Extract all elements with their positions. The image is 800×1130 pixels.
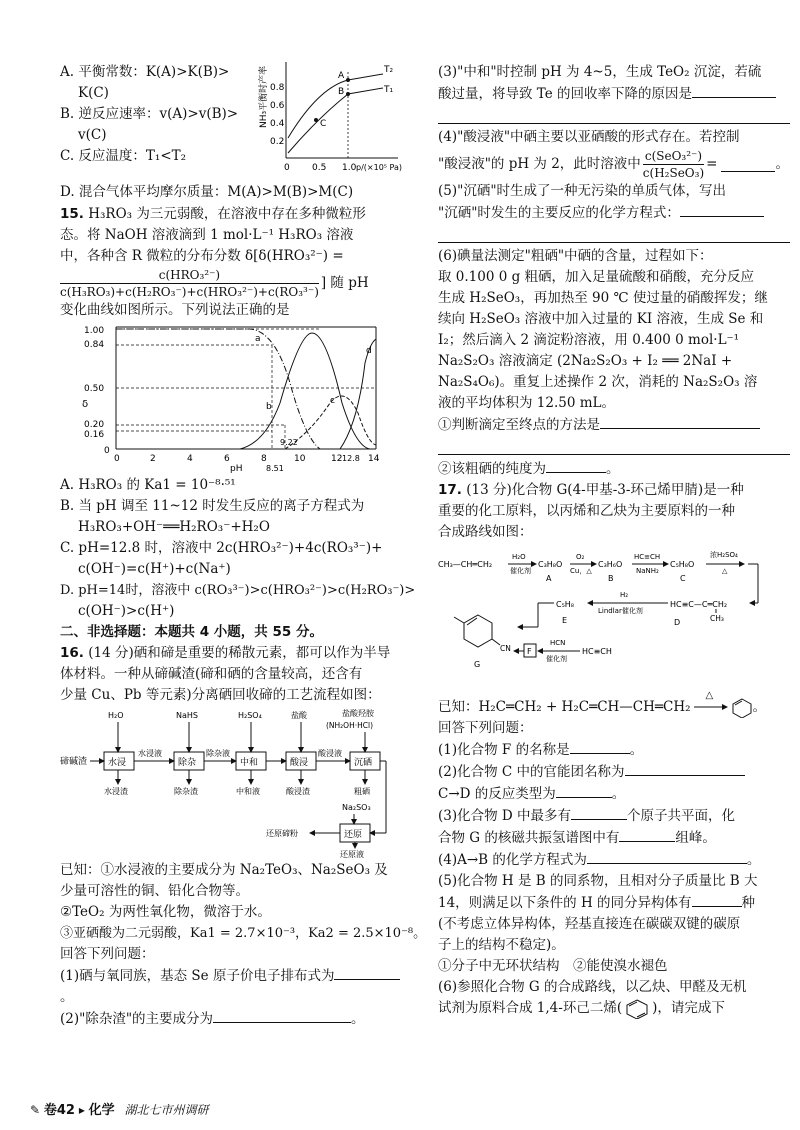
pen-icon: ✎ [30,1103,41,1117]
q15-frac-den: c(H₃RO₃)+c(H₂RO₃⁻)+c(HRO₃²⁻)+c(RO₃³⁻) [60,285,319,299]
route-E-formula: C₅H₈ [556,600,575,609]
q15-ytick: 0.50 [84,384,105,394]
q16-answer-3-line[interactable] [438,105,790,124]
q14-xtick: 1.0 [342,163,357,173]
q14-option-a-cont: K(C) [78,85,109,101]
footer-subject: 化学 [88,1103,115,1118]
route-label-C: C [680,574,686,583]
equals-sign: = [706,156,718,172]
route-cond: HCN [550,639,566,647]
q15-frac-tail: ] 随 pH [320,275,369,291]
q16-answer-4[interactable] [721,157,775,172]
route-cond: 催化剂 [546,655,567,663]
flow-reagent: NaHS [176,711,198,720]
left-column [60,62,427,1030]
flow-residue: 粗硒 [354,787,370,796]
q15-ylabel: δ [82,399,89,410]
q15-stem-1: H₃RO₃ 为三元弱酸，在溶液中存在多种微粒形 [88,206,366,222]
q17-sub-3a2: 个原子共平面，化 [627,808,736,824]
q15-fraction-line [60,267,410,300]
q16-answer-2[interactable] [213,1008,351,1023]
q14-ytick: 0.4 [270,119,285,129]
q15-curve-d: d [366,346,372,356]
q15-frac-num: c(HRO₃²⁻) [60,267,319,284]
cyclohexene-icon [731,698,753,718]
q17-answer-2b[interactable] [556,783,612,798]
flow-step-reduce: 还原 [344,830,363,840]
flow-residue: 除杂渣 [174,787,198,796]
route-A-formula: C₃H₈O [538,560,563,569]
q16-answer-6i-line[interactable] [438,436,790,455]
period: 。 [606,461,620,477]
q16-sub-6d: 续向 H₂SeO₃ 溶液中加入过量的 KI 溶液，生成 Se 和 [438,311,764,327]
q16-stem-1: (14 分)硒和碲是重要的稀散元素，都可以作为半导 [88,645,391,661]
q14-xtick: 0 [284,163,290,173]
q14-ytick: 0.8 [270,83,285,93]
page-footer [30,1100,209,1121]
route-cond: H₂O [512,553,526,561]
q14-point-c: C [320,119,327,129]
footer-separator-icon: ▸ [78,1103,85,1117]
q17-stem-3: 合成路线如图： [438,524,533,540]
q15-xtick: 0 [114,454,120,464]
q17-sub-1: (1)化合物 F 的名称是 [438,742,570,758]
flow-step-precipitate-se: 沉硒 [354,758,373,768]
q17-known-eq: 已知：H₂C═CH₂ + H₂C═CH—CH═CH₂ [438,699,691,715]
flow-reagent: H₂O [108,711,124,720]
q16-ask: 回答下列问题： [60,946,155,962]
q14-point-b: B [338,87,345,97]
q14-curve-t1: T₁ [384,85,394,95]
q17-answer-2a[interactable] [625,761,745,776]
q16-answer-1[interactable] [334,965,400,980]
flow-reagent: 盐酸 [291,711,307,720]
q17-sub-5b: 14，则满足以下条件的 H 的同分异构体有 [438,895,692,911]
q15-ytick: 0.84 [84,340,105,350]
q14-option-c: C. 反应温度：T₁<T₂ [60,148,187,164]
right-column [438,62,790,1019]
q16-sub-6a: (6)碘量法测定"粗硒"中硒的含量，过程如下： [438,248,713,264]
q16-sub-6e: I₂；然后滴入 2 滴淀粉溶液，用 0.400 0 mol·L⁻¹ [438,332,740,348]
q15-ytick: 0.20 [84,420,105,430]
route-cond: H₂ [620,591,629,599]
period: 。 [351,1011,365,1027]
q17-sub-5b2: 种 [741,895,756,911]
q16-known-1b: 少量可溶性的铜、铅化合物等。 [60,883,249,899]
q17-sub-5c: (不考虑立体异构体，羟基直接连在碳碳双键的碳原 [438,916,741,932]
q15-curve-b: b [266,402,272,412]
q15-xtick: 8 [261,454,267,464]
period: 。 [611,786,626,802]
flow-product: 还原碲粉 [266,829,298,838]
q15-option-c-cont: c(OH⁻)=c(H⁺)+c(Na⁺) [78,561,231,577]
route-cond: Cu，△ [570,567,592,575]
q16-stem-2: 体材料。一种从碲碱渣(碲和硒的含量较高，还含有 [60,666,363,682]
q16-sub-4b: "酸浸液"的 pH 为 2，此时溶液中 [438,156,641,172]
q17-sub-2b: C→D 的反应类型为 [438,786,556,802]
q15-ytick: 0 [104,446,110,456]
flow-reagent: (NH₂OH·HCl) [326,721,373,730]
q15-tick-922: 9.22 [280,438,298,447]
period: 。 [775,156,789,172]
route-acetylene: HC≡CH [582,647,612,656]
cyclohexadiene-icon [624,999,650,1019]
q15-option-a: A. H₃RO₃ 的 Ka1 = 10⁻⁸·⁵¹ [60,477,236,493]
q17-number: 17. [438,482,462,498]
q15-option-d-cont: c(OH⁻)>c(H⁺) [78,603,175,619]
flow-liquor: 水浸液 [138,749,162,758]
q16-sub-6j: ②该粗硒的纯度为 [438,461,546,477]
flow-step-purify: 除杂 [178,758,197,768]
q17-sub-5e: ①分子中无环状结构 ②能使溴水褪色 [438,958,668,974]
footer-region: 湖北七市州调研 [124,1103,209,1117]
flow-step-water-leach: 水浸 [108,758,127,768]
q16-sub-6h: 液的平均体积为 12.50 mL。 [438,395,615,411]
q14-ytick: 0.6 [270,101,285,111]
q16-number: 16. [60,645,84,661]
q15-xtick: 6 [224,454,230,464]
route-D-methyl: CH₃ [710,614,724,623]
route-cond: HC≡CH [634,553,661,561]
q14-block [60,62,410,202]
route-propene: CH₃—CH═CH₂ [438,560,493,569]
q16-known-3: ③亚硒酸为二元弱酸，Ka1 = 2.7×10⁻³，Ka2 = 2.5×10⁻⁸。 [60,926,427,941]
q14-option-b: B. 逆反应速率：v(A)>v(B)> [60,106,239,122]
route-G-cyano: CN [500,644,511,653]
q16-frac-den: c(H₂SeO₃) [642,166,705,180]
section-2-heading: 二、非选择题：本题共 4 小题，共 55 分。 [60,624,323,640]
flow-reagent: 盐酸羟胺 [342,709,374,718]
q15-xtick: 4 [187,454,193,464]
q16-sub-2: (2)"除杂渣"的主要成分为 [60,1011,214,1027]
q16-sub-3a: (3)"中和"时控制 pH 为 4~5，生成 TeO₂ 沉淀，若硫 [438,64,762,80]
route-G-ring [464,615,492,647]
q15-xtick: 12 [331,454,343,464]
q14-graph [258,58,410,178]
q15-xlabel: pH [230,464,243,473]
q15-option-b-cont: H₃RO₃+OH⁻══H₂RO₃⁻+H₂O [78,519,270,535]
q16-flowchart [60,708,390,858]
q14-option-d: D. 混合气体平均摩尔质量：M(A)>M(B)>M(C) [60,184,354,200]
q16-frac-num: c(SeO₃²⁻) [643,148,704,165]
q16-answer-6j[interactable] [546,458,606,473]
q15-graph [60,323,390,473]
q17-sub-4: (4)A→B 的化学方程式为 [438,852,587,868]
q15-option-d: D. pH=14时，溶液中 c(RO₃³⁻)>c(HRO₃²⁻)>c(H₂RO₃⁻)> [60,583,416,598]
flow-reagent: Na₂SO₃ [342,803,371,812]
q15-stem-2: 态。将 NaOH 溶液滴到 1 mol·L⁻¹ H₃RO₃ 溶液 [60,227,354,243]
q15-curve-c: c [330,396,335,406]
flow-reagent: H₂SO₄ [238,711,262,720]
q16-sub-4a: (4)"酸浸液"中硒主要以亚硒酸的形式存在。若控制 [438,129,740,145]
q17-known [438,690,790,718]
q14-xlabel: p/(×10⁵ Pa) [356,163,403,172]
q16-sub-6c: 生成 H₂SeO₃，再加热至 90 ℃ 使过量的硝酸挥发；继 [438,290,768,306]
flow-start: 碲碱渣 [60,757,88,767]
q14-point-a: A [338,71,345,81]
q17-sub-2a: (2)化合物 C 中的官能团名称为 [438,764,625,780]
route-B-formula: C₃H₆O [598,560,623,569]
q16-sub-3b: 酸过量，将导致 Te 的回收率下降的原因是 [438,86,693,102]
q17-stem-1: (13 分)化合物 G(4-甲基-3-环己烯甲腈)是一种 [466,482,744,498]
route-cond: O₂ [576,553,585,561]
q17-answer-4[interactable] [587,849,747,864]
route-label-E: E [562,616,568,625]
q15-tick-128: 12.8 [342,454,360,463]
q15-option-c: C. pH=12.8 时，溶液中 2c(HRO₃²⁻)+4c(RO₃³⁻)+ [60,540,383,556]
q17-stem-2: 重要的化工原料，以丙烯和乙炔为主要原料的一种 [438,503,735,519]
route-label-F: F [527,647,532,656]
route-label-G: G [474,660,481,669]
q17-ask: 回答下列问题： [438,720,533,736]
q16-sub-6f: Na₂S₂O₃ 溶液滴定 (2Na₂S₂O₃ + I₂ ══ 2NaI + [438,353,733,369]
q17-answer-3a[interactable] [571,805,627,820]
q14-curve-t2: T₂ [384,65,394,75]
q17-answer-3b[interactable] [619,827,675,842]
route-cond: △ [722,567,728,575]
heat-symbol: △ [705,690,714,701]
route-label-D: D [674,618,681,627]
q17-sub-5d: 子上的结构不稳定)。 [438,937,565,953]
q14-xtick: 0.5 [312,163,327,173]
q15-stem-4: 变化曲线如图所示。下列说法正确的是 [60,302,290,318]
q17-sub-5a: (5)化合物 H 是 B 的同系物，且相对分子质量比 B 大 [438,873,758,889]
q14-graph-ylabel: NH₃平衡时产率 [259,65,269,128]
flow-liquor: 酸浸液 [318,749,342,758]
flow-residue: 酸浸渣 [286,787,310,796]
q17-answer-1[interactable] [570,739,630,754]
route-cond: Lindlar催化剂 [598,607,643,615]
q15-xtick: 2 [150,454,156,464]
q16-sub-6g: Na₂S₄O₆)。重复上述操作 2 次，消耗的 Na₂S₂O₃ 溶 [438,374,758,390]
route-label-A: A [546,574,552,583]
route-cond: NaNH₂ [636,567,659,575]
q17-sub-3a: (3)化合物 D 中最多有 [438,808,572,824]
route-cond: 催化剂 [510,567,531,575]
q16-answer-3[interactable] [692,83,776,98]
flow-residue: 还原液 [340,850,364,858]
q17-sub-6b: 试剂为原料合成 1,4-环己二烯( [438,1000,623,1016]
period: 。 [746,852,761,868]
route-cond: 浓H₂SO₄ [710,551,738,559]
q15-number: 15. [60,206,84,222]
period: 。 [60,989,74,1005]
q15-xtick: 10 [294,454,306,464]
q17-sub-6a: (6)参照化合物 G 的合成路线，以乙炔、甲醛及无机 [438,979,747,995]
q16-sub-6i: ①判断滴定至终点的方法是 [438,417,600,433]
q14-ytick: 0.2 [270,137,285,147]
q16-answer-6i[interactable] [600,414,760,429]
q16-stem-3: 少量 Cu、Pb 等元素)分离硒回收碲的工艺流程如图： [60,687,381,703]
q15-stem-3: 中，各种含 R 微粒的分布分数 δ[δ(HRO₃²⁻) = [60,248,344,264]
q16-known-2: ②TeO₂ 为两性氧化物，微溶于水。 [60,904,271,920]
route-label-B: B [608,574,614,583]
q16-sub-5a: (5)"沉硒"时生成了一种无污染的单质气体，写出 [438,183,727,199]
flow-step-acid-leach: 酸浸 [290,758,309,768]
q17-answer-5[interactable] [692,892,742,907]
q16-sub-6b: 取 0.100 0 g 粗硒，加入足量硫酸和硝酸，充分反应 [438,269,755,285]
q15-ytick: 1.00 [84,326,105,336]
q17-sub-3b: 合物 G 的核磁共振氢谱图中有 [438,830,620,846]
q16-sub-1: (1)硒与氧同族，基态 Se 原子价电子排布式为 [60,968,335,984]
period: 。 [752,699,767,715]
q15-tick-851: 8.51 [266,464,284,473]
q15-curve-a: a [255,334,261,344]
flow-liquor: 除杂液 [206,749,230,758]
q14-option-b-cont: v(C) [78,127,107,143]
route-D-struct: HC≡C—C═CH₂ [670,600,728,609]
q16-sub-5b: "沉硒"时发生的主要反应的化学方程式： [438,205,680,221]
period: 。 [629,742,644,758]
q15-option-b: B. 当 pH 调至 11~12 时发生反应的离子方程式为 [60,498,365,514]
q14-option-a: A. 平衡常数：K(A)>K(B)> [60,64,230,80]
q15-xtick: 14 [368,454,380,464]
flow-residue: 水浸渣 [104,787,128,796]
flow-residue: 中和液 [236,787,260,796]
q15-ytick: 0.16 [84,430,105,440]
flow-step-neutralize: 中和 [240,758,259,768]
q17-sub-3b2: 组峰。 [675,830,716,846]
route-C-formula: C₅H₈O [670,560,695,569]
q16-answer-5-line[interactable] [438,224,790,243]
q17-synthesis-route [438,545,790,695]
q16-known-1: 已知：①水浸液的主要成分为 Na₂TeO₃、Na₂SeO₃ 及 [60,862,388,878]
q17-sub-6b2: )，请完成下 [652,1000,725,1016]
q16-answer-5[interactable] [680,202,764,217]
page-number: 卷42 [43,1103,75,1118]
